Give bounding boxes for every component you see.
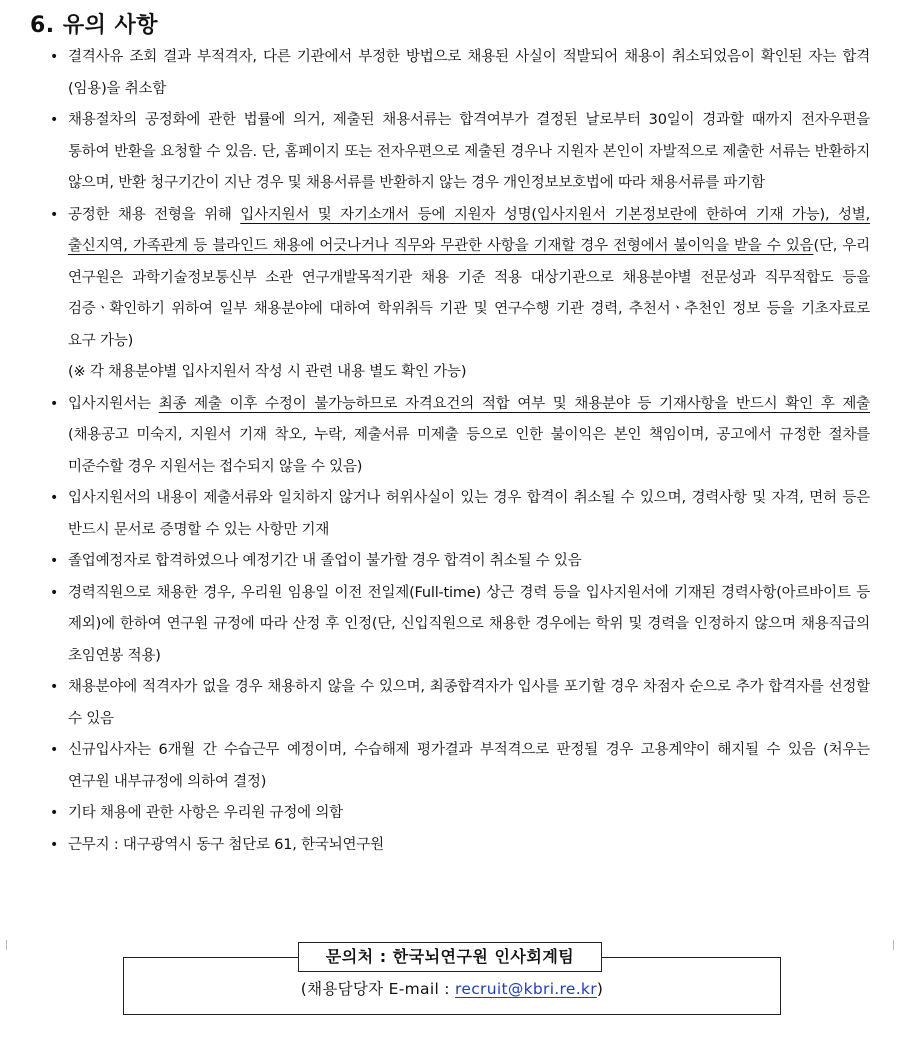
notice-item-final-submission: [50, 389, 870, 484]
notice-text-tail: (채용공고 미숙지, 지원서 기재 착오, 누락, 제출서류 미제출 등으로 인한 불이익은 본인 책임이며, 공고에서 규정한 절차를 미준수할 경우 지원서는 접수되지 않을 수 있음): [68, 427, 870, 475]
bullet-icon: •: [50, 395, 59, 412]
notice-text: 기타 채용에 관한 사항은 우리원 규정에 의함: [68, 805, 343, 821]
notice-item-blind-hiring: [50, 200, 870, 389]
contact-email-line: [123, 977, 781, 1001]
bullet-icon: •: [50, 836, 59, 853]
bullet-icon: •: [50, 206, 59, 223]
bullet-icon: •: [50, 112, 59, 128]
notice-text: 채용분야에 적격자가 없을 경우 채용하지 않을 수 있으며, 최종합격자가 입사를 포기할 경우 차점자 순으로 추가 합격자를 선정할 수 있음: [68, 679, 870, 727]
notice-item-probation: [50, 735, 870, 798]
notice-text-lead: 입사지원서는: [68, 395, 159, 412]
margin-mark-right: [893, 940, 894, 950]
notice-text-lead: 공정한 채용 전형을 위해: [68, 206, 241, 223]
notice-item-disqualification: [50, 42, 870, 105]
notice-text-underlined: 최종 제출 이후 수정이 불가능하므로 자격요건의 적합 여부 및 채용분야 등 기재사항을 반드시 확인 후 제출: [158, 395, 870, 412]
notice-text: 근무지 : 대구광역시 동구 첨단로 61, 한국뇌연구원: [68, 836, 384, 853]
bullet-icon: •: [50, 553, 59, 569]
notice-text: 채용절차의 공정화에 관한 법률에 의거, 제출된 채용서류는 합격여부가 결정된 날로부터 30일이 경과할 때까지 전자우편을 통하여 반환을 요청할 수 있음. 단, 홈페이지 또는 전자우편으로 제출된 경우나 지원자 본인이 자발적으로 제출한 서류는 반환하지 않으며, 반환 청구기간이 지난 경우 및 채용서류를 반환하지 않는 경우 개인정보보호법에 따라 채용서류를 파기함: [68, 112, 870, 191]
notice-item-career-recognition: [50, 578, 870, 673]
notice-text-tail: (단, 우리 연구원은 과학기술정보통신부 소관 연구개발목적기관 채용 기준 적용 대상기관으로 채용분야별 전문성과 직무적합도 등을 검증ㆍ확인하기 위하여 일부 채용분야에 대하여 학위취득 기관 및 연구수행 기관 경력, 추천서ㆍ추천인 정보 등을 기초자료로 요구 가능): [68, 238, 870, 349]
notice-item-document-return: [50, 105, 870, 200]
bullet-icon: •: [50, 742, 59, 758]
margin-mark-left: [6, 940, 7, 950]
notice-item-false-information: [50, 483, 870, 546]
notice-item-graduation: [50, 546, 870, 578]
contact-suffix: ): [596, 980, 604, 998]
notice-item-workplace: [50, 830, 870, 862]
notice-text-underlined: 입사지원서 및 자기소개서 등에 지원자 성명(입사지원서 기본정보란에 한하여 기재 가능), 성별, 출신지역, 가족관계 등 블라인드 채용에 어긋나거나 직무와 무관한 사항을 기재할 경우 전형에서 불이익을 받을 수 있음: [68, 206, 870, 254]
notice-note: (※ 각 채용분야별 입사지원서 작성 시 관련 내용 별도 확인 가능): [68, 364, 467, 380]
section-title: 6. 유의 사항: [30, 13, 158, 38]
bullet-icon: •: [50, 490, 59, 506]
bullet-icon: •: [50, 679, 59, 695]
notice-text: 경력직원으로 채용한 경우, 우리원 임용일 이전 전일제(Full-time) 상근 경력 등을 입사지원서에 기재된 경력사항(아르바이트 등 제외)에 한하여 연구원 규정에 따라 산정 후 인정(단, 신입직원으로 채용한 경우에는 학위 및 경력을 인정하지 않으며 채용직급의 초임연봉 적용): [68, 584, 870, 664]
notice-text: 결격사유 조회 결과 부적격자, 다른 기관에서 부정한 방법으로 채용된 사실이 적발되어 채용이 취소되었음이 확인된 자는 합격(임용)을 취소함: [68, 49, 870, 97]
contact-title: 문의처 : 한국뇌연구원 인사회계팀: [298, 942, 602, 972]
notice-text: 졸업예정자로 합격하였으나 예정기간 내 졸업이 불가할 경우 합격이 취소될 수 있음: [68, 553, 582, 569]
notice-text: 입사지원서의 내용이 제출서류와 일치하지 않거나 허위사실이 있는 경우 합격이 취소될 수 있으며, 경력사항 및 자격, 면허 등은 반드시 문서로 증명할 수 있는 사항만 기재: [68, 490, 870, 538]
notice-item-other-rules: [50, 798, 870, 830]
bullet-icon: •: [50, 584, 59, 601]
contact-email-link[interactable]: recruit@kbri.re.kr: [455, 980, 597, 998]
bullet-icon: •: [50, 805, 59, 821]
notice-text: 신규입사자는 6개월 간 수습근무 예정이며, 수습해제 평가결과 부적격으로 판정될 경우 고용계약이 해지될 수 있음 (처우는 연구원 내부규정에 의하여 결정): [68, 742, 870, 790]
notice-list: [50, 42, 870, 861]
notice-item-no-qualified: [50, 672, 870, 735]
contact-prefix: (채용담당자 E-mail :: [300, 980, 456, 998]
bullet-icon: •: [50, 49, 59, 65]
